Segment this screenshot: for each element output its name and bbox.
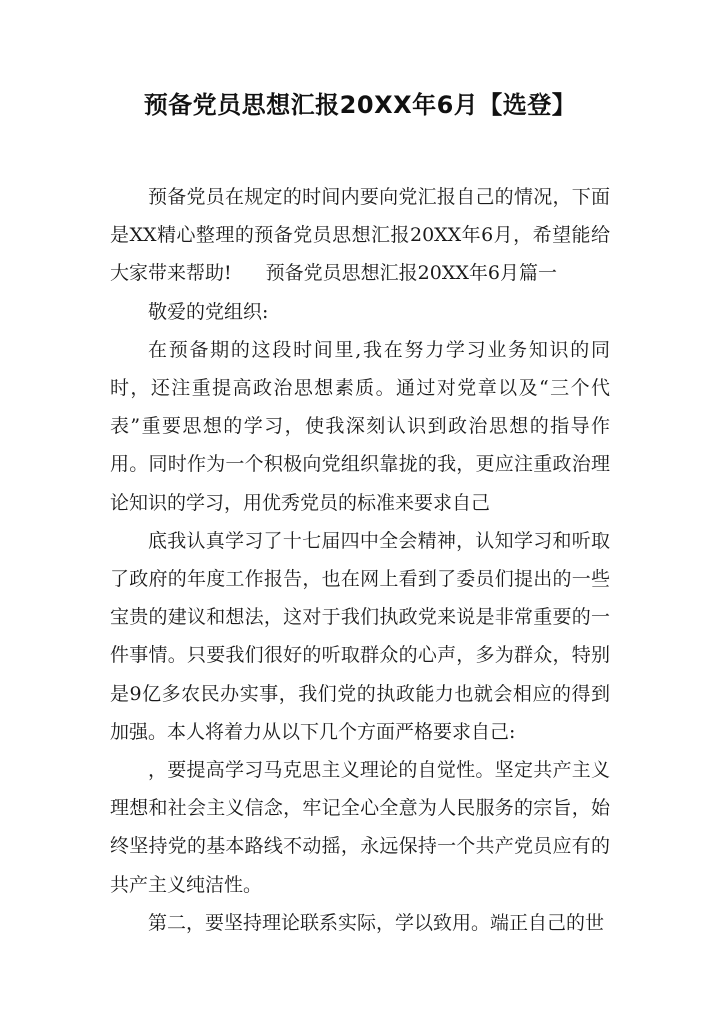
salutation: 敬爱的党组织: [148, 300, 269, 323]
intro-text: 预备党员在规定的时间内要向党汇报自己的情况，下面是XX精心整理的预备党员思想汇报20XX年6月，希望能给大家带来帮助! [110, 186, 610, 285]
section-heading: 预备党员思想汇报20XX年6月篇一 [265, 262, 557, 285]
document-title: 预备党员思想汇报20XX年6月【选登】 [143, 91, 577, 119]
document-body [110, 178, 610, 942]
body-paragraph-3: ，要提高学习马克思主义理论的自觉性。坚定共产主义理想和社会主义信念，牢记全心全意为人民服务的宗旨，始终坚持党的基本路线不动摇，永远保持一个共产党员应有的共产主义纯洁性。 [110, 759, 610, 896]
body-paragraph-1: 在预备期的这段时间里,我在努力学习业务知识的同时，还注重提高政治思想素质。通过对党章以及“三个代表”重要思想的学习，使我深刻认识到政治思想的指导作用。同时作为一个积极向党组织靠拢的我，更应注重政治理论知识的学习，用优秀党员的标准来要求自己 [110, 338, 610, 514]
intro-paragraph [110, 178, 610, 293]
body-paragraph-2: 底我认真学习了十七届四中全会精神，认知学习和听取了政府的年度工作报告，也在网上看到了委员们提出的一些宝贵的建议和想法，这对于我们执政党来说是非常重要的一件事情。只要我们很好的听取群众的心声，多为群众，特别是9亿多农民办实事，我们党的执政能力也就会相应的得到加强。本人将着力从以下几个方面严格要求自己: [110, 529, 610, 743]
body-paragraph-4: 第二，要坚持理论联系实际，学以致用。端正自己的世 [148, 911, 605, 934]
